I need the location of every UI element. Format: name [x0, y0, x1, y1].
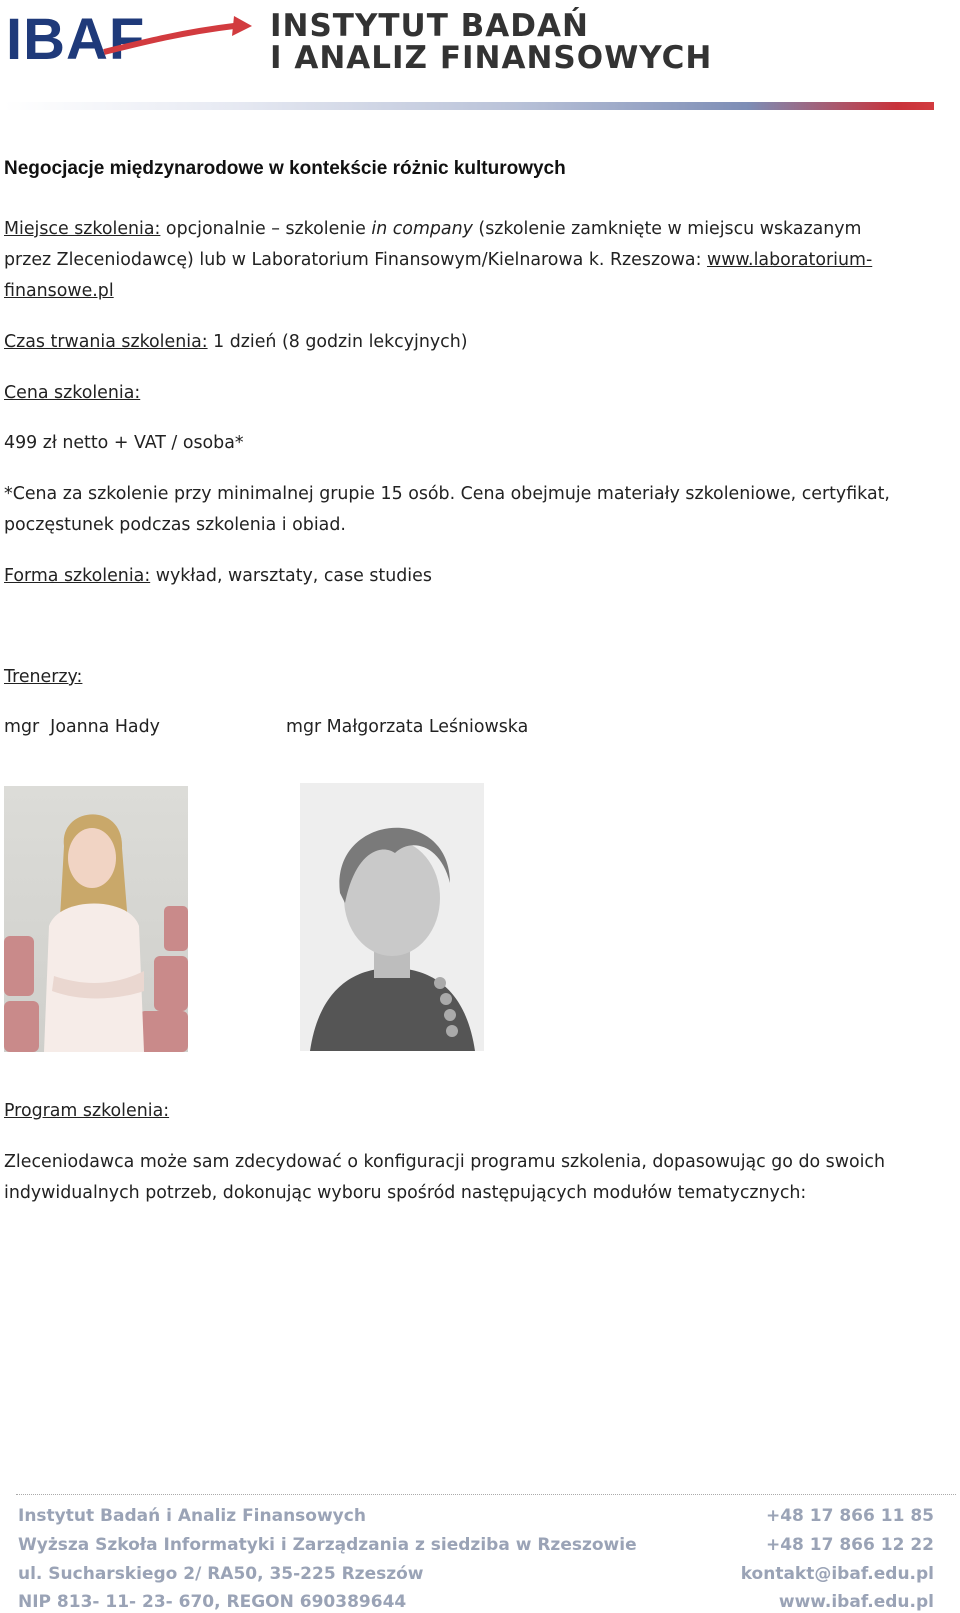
place-label: Miejsce szkolenia:: [4, 219, 161, 239]
trainer-photo-2: [300, 783, 484, 1051]
footer-divider: [16, 1494, 956, 1495]
place-italic: in company: [371, 219, 473, 239]
program-line2: indywidualnych potrzeb, dokonując wyboru spośród następujących modułów tematycznych:: [4, 1183, 807, 1203]
logo-title-line1: INSTYTUT BADAŃ: [270, 8, 589, 44]
place-text2: (szkolenie zamknięte w miejscu wskazanym: [472, 219, 862, 239]
trainer-photo-2-image: [300, 783, 484, 1051]
page-title: Negocjacje międzynarodowe w kontekście różnic kulturowych: [4, 158, 566, 179]
logo-arrow-icon: [94, 12, 254, 68]
footer-nip-regon: NIP 813- 11- 23- 670, REGON 690389644: [18, 1592, 407, 1612]
footer-website-link[interactable]: www.ibaf.edu.pl: [778, 1592, 934, 1612]
footer-org-name: Instytut Badań i Analiz Finansowych: [18, 1506, 366, 1526]
trainers-label: Trenerzy:: [4, 667, 83, 687]
logo-title-line2: I ANALIZ FINANSOWYCH: [270, 40, 713, 76]
duration-value: 1 dzień (8 godzin lekcyjnych): [207, 332, 468, 352]
place-line2: przez Zleceniodawcę) lub w Laboratorium Finansowym/Kielnarowa k. Rzeszowa:: [4, 250, 707, 270]
duration-label: Czas trwania szkolenia:: [4, 332, 208, 352]
trainer-photo-1: [4, 786, 188, 1052]
ibaf-logo: [4, 4, 734, 76]
footer-school-name: Wyższa Szkoła Informatyki i Zarządzania z siedziba w Rzeszowie: [18, 1535, 637, 1555]
place-paragraph: [4, 214, 934, 307]
place-text1: opcjonalnie – szkolenie: [160, 219, 372, 239]
form-label: Forma szkolenia:: [4, 566, 151, 586]
program-line1: Zleceniodawca może sam zdecydować o konfiguracji programu szkolenia, dopasowując go do swoich: [4, 1152, 886, 1172]
price-note-line2: poczęstunek podczas szkolenia i obiad.: [4, 515, 346, 535]
program-text: [4, 1147, 944, 1209]
laboratory-link-b[interactable]: finansowe.pl: [4, 281, 114, 301]
trainer-name-1: mgr Joanna Hady: [4, 717, 160, 737]
form-value: wykład, warsztaty, case studies: [150, 566, 432, 586]
program-label: Program szkolenia:: [4, 1101, 170, 1121]
footer-phone-1: +48 17 866 11 85: [765, 1506, 934, 1526]
logo-mark: IBAF: [6, 7, 146, 72]
footer-email-link[interactable]: kontakt@ibaf.edu.pl: [740, 1564, 934, 1584]
price-note: [4, 479, 944, 541]
price-value: 499 zł netto + VAT / osoba*: [4, 433, 244, 453]
header-divider: [4, 102, 934, 110]
trainer-name-2: mgr Małgorzata Leśniowska: [286, 717, 529, 737]
price-label: Cena szkolenia:: [4, 383, 141, 403]
trainer-photo-1-image: [4, 786, 188, 1052]
price-note-line1: *Cena za szkolenie przy minimalnej grupie 15 osób. Cena obejmuje materiały szkoleniowe, certyfikat,: [4, 484, 890, 504]
footer-address: ul. Sucharskiego 2/ RA50, 35-225 Rzeszów: [18, 1564, 424, 1584]
form-line: [4, 561, 432, 592]
duration-line: [4, 327, 468, 358]
laboratory-link-a[interactable]: www.laboratorium-: [706, 250, 873, 270]
footer-phone-2: +48 17 866 12 22: [765, 1535, 934, 1555]
